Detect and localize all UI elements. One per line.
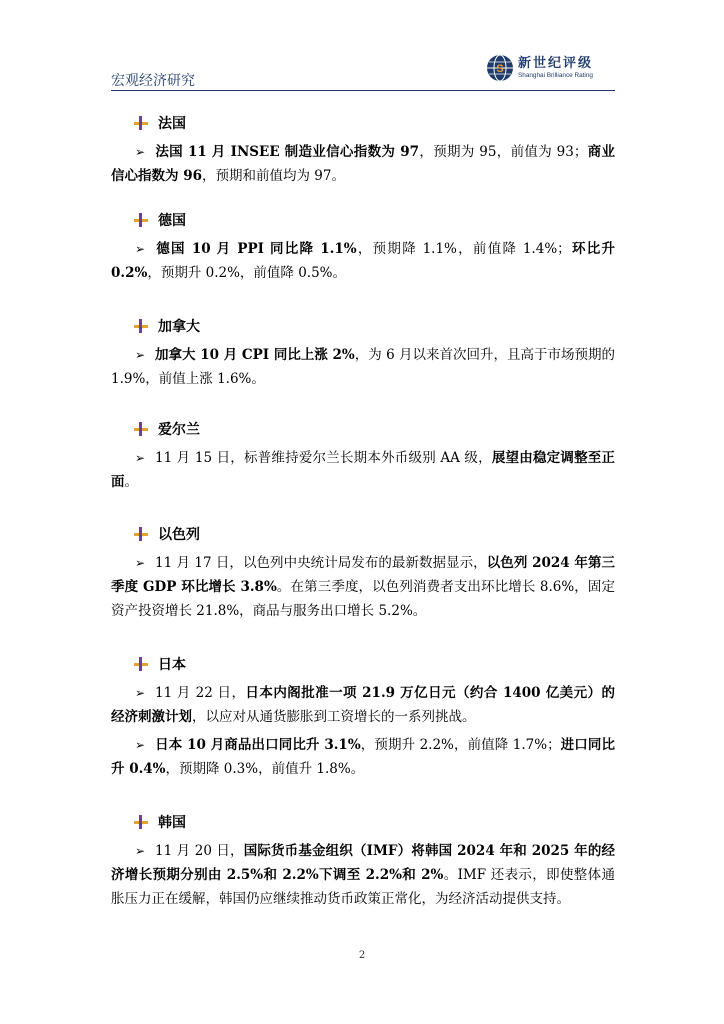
text-run: 以色列 2024 年第三季度 GDP 环比增长 3.8%: [111, 555, 615, 595]
text-run: ，预期升 2.2%，前值降 1.7%；: [360, 737, 561, 753]
arrow-bullet-icon: ➢: [135, 556, 146, 570]
section-title: 法国: [158, 116, 186, 132]
bullet-paragraph: [111, 343, 615, 391]
text-run: ，为 6 月以来首次回升，且高于市场预期的 1.9%，前值上涨 1.6%。: [111, 347, 616, 387]
bullet-cross-icon: [134, 657, 148, 671]
text-run: 国际货币基金组织（IMF）将韩国 2024 年和 2025 年的经济增长预期分别由 2.5%和 2.2%下调至 2.2%和 2%: [111, 843, 616, 883]
text-run: 进口同比升 0.4%: [111, 737, 615, 777]
text-run: 。在第三季度，以色列消费者支出环比增长 8.6%，固定资产投资增长 21.8%，商品与服务出口增长 5.2%。: [111, 579, 615, 619]
text-run: ，预期降 0.3%，前值升 1.8%。: [165, 761, 365, 777]
section-heading: [134, 419, 200, 439]
header-title: 宏观经济研究: [111, 73, 195, 89]
arrow-bullet-icon: ➢: [135, 348, 146, 362]
text-run: ，预期和前值均为 97。: [202, 168, 345, 184]
svg-text:S: S: [496, 63, 504, 75]
text-run: 。IMF 还表示，即使整体通胀压力正在缓解，韩国仍应继续推动货币政策正常化，为经济活动提供支持。: [111, 867, 615, 907]
text-run: ，预期降 1.1%，前值降 1.4%；: [356, 241, 571, 257]
section-heading: [134, 113, 186, 133]
company-logo: [486, 52, 612, 84]
bullet-cross-icon: [134, 319, 148, 333]
bullet-cross-icon: [134, 422, 148, 436]
text-run: 11 月 15 日，标普维持爱尔兰长期本外币级别 AA 级，: [155, 450, 492, 466]
bullet-paragraph: [111, 839, 615, 911]
bullet-cross-icon: [134, 116, 148, 130]
section-title: 爱尔兰: [158, 422, 200, 438]
logo-en-text: Shanghai Brilliance Rating: [518, 71, 593, 79]
arrow-bullet-icon: ➢: [135, 451, 146, 465]
bullet-paragraph: [111, 551, 615, 623]
text-run: 日本内阁批准一项 21.9 万亿日元（约合 1400 亿美元）的经济刺激计划: [111, 685, 615, 725]
text-run: 。: [124, 474, 138, 490]
globe-logo-icon: [486, 54, 514, 82]
logo-cn-text: 新世纪评级: [518, 55, 594, 71]
arrow-bullet-icon: ➢: [135, 686, 146, 700]
section-title: 以色列: [158, 527, 200, 543]
bullet-cross-icon: [134, 527, 148, 541]
text-run: 加拿大 10 月 CPI 同比上涨 2%: [155, 347, 355, 363]
text-run: ，预期为 95，前值为 93；: [419, 144, 588, 160]
section-title: 加拿大: [158, 319, 200, 335]
text-run: 11 月 20 日，: [155, 843, 244, 859]
section-heading: [134, 524, 200, 544]
arrow-bullet-icon: ➢: [135, 738, 146, 752]
arrow-bullet-icon: ➢: [135, 145, 146, 159]
header-divider: [111, 90, 615, 91]
section-heading: [134, 210, 186, 230]
text-run: ，以应对从通货膨胀到工资增长的一系列挑战。: [192, 709, 476, 725]
text-run: 日本 10 月商品出口同比升 3.1%: [155, 737, 361, 753]
bullet-paragraph: [111, 140, 615, 188]
bullet-paragraph: [111, 237, 615, 285]
text-run: 环比升 0.2%: [111, 241, 615, 281]
arrow-bullet-icon: ➢: [135, 242, 146, 256]
text-run: ，预期升 0.2%，前值降 0.5%。: [147, 265, 347, 281]
arrow-bullet-icon: ➢: [135, 844, 146, 858]
section-title: 韩国: [158, 815, 186, 831]
bullet-paragraph: [111, 733, 615, 781]
text-run: 11 月 17 日，以色列中央统计局发布的最新数据显示，: [155, 555, 487, 571]
text-run: 法国 11 月 INSEE 制造业信心指数为 97: [155, 144, 420, 160]
section-heading: [134, 316, 200, 336]
bullet-cross-icon: [134, 213, 148, 227]
bullet-paragraph: [111, 681, 615, 729]
page-number: 2: [358, 950, 366, 961]
text-run: 商业信心指数为 96: [111, 144, 616, 184]
bullet-paragraph: [111, 446, 615, 494]
text-run: 德国 10 月 PPI 同比降 1.1%: [155, 241, 357, 257]
text-run: 展望由稳定调整至正面: [111, 450, 615, 490]
bullet-cross-icon: [134, 815, 148, 829]
section-title: 日本: [158, 657, 186, 673]
text-run: 11 月 22 日，: [155, 685, 246, 701]
section-title: 德国: [158, 213, 186, 229]
section-heading: [134, 654, 186, 674]
section-heading: [134, 812, 186, 832]
